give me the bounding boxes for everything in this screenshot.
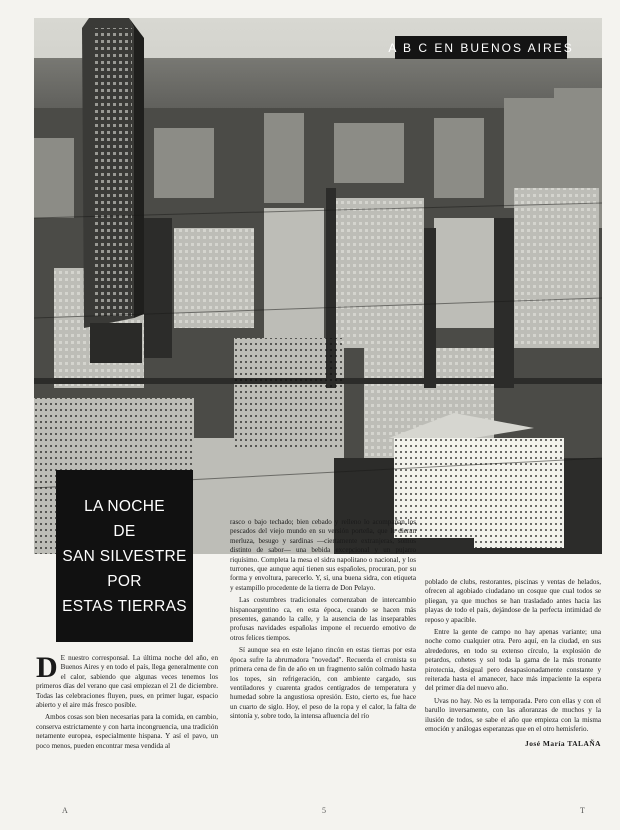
page-number: 5: [322, 806, 326, 815]
title-line: ESTAS TIERRAS: [62, 597, 187, 615]
author-name: José María TALAÑA: [525, 738, 601, 748]
paragraph: [36, 651, 218, 710]
title-line: POR: [107, 572, 142, 590]
article-title: [56, 470, 193, 642]
section-tag: A B C EN BUENOS AIRES: [395, 36, 567, 59]
title-line: LA NOCHE: [84, 497, 165, 515]
paragraph: Las costumbres tradicionales comenzaban de intercambio hispanoargentino ca, en esta época, cuando se hacen más presentes, ganando la calle, y la ausencia de las inseparables profusas navidades españolas impone el recuerdo emotivo de otros felices tiempos.: [230, 596, 416, 642]
paragraph: poblado de clubs, restorantes, piscinas y ventas de helados, ofrecen al agobiado ciudadano un cosque que cual todos se pliegan, ya que muchos se han trasladado antes hacia las playas de todo el país, dejándose de la perfecta intimidad de reposo y apacible.: [425, 578, 601, 624]
author-signature: [425, 739, 601, 748]
paragraph: Sí aunque sea en este lejano rincón en estas tierras por esta época sufre la abrumadora "novedad". Recuerda el cronista su primera cena de fin de año en un fragmento salón colmado hasta los topes, sin refrigeración, con ambiente cargado, sus ventiladores y cuarenta grados centígrados de temperatura y humedad sobre la angustiosa opresión. Esto, cierto es, fue hace un cuarto de siglo. Hoy, el peso de la ropa y el calor, la falta de sintonía y, sobre todo, la intensa afluencia del río: [230, 646, 416, 721]
paragraph: Entre la gente de campo no hay apenas variante; una noche como cualquier otra. Pero aquí, en la ciudad, en sus alrededores, en todo su extenso círculo, la explosión de petardos, cohetes y sol toda la gama de la más tronante pirotecnia, desigual pero desapasionadamente constante y reiterada hasta el amanecer, hace más impaciente la espera del primer día del nuevo año.: [425, 628, 601, 693]
title-line: DE: [113, 522, 136, 540]
title-line: SAN SILVESTRE: [62, 547, 187, 565]
paragraph: Ambos cosas son bien necesarias para la comida, en cambio, conserva estrictamente y con harta incongruencia, una tradición netamente europea, especialmente hispana. Y así el pavo, un poco menos, pueden encontrar mesa vendida al: [36, 713, 218, 750]
paragraph: rasco o bajo techado; bien cebado y relleno lo acompañan los pescados del viejo mundo en su versión porteña, que le dieran merluza, besugo y sardinas —ciertamente extranjeras, somos distinto de sabor— una bebida excepcional y un pujarro riquísimo. Completa la mesa el sidra napolitano o nacional, y los turrones, que aunque aquí tienen sus españoles, procuran, por su forma y envoltura, parecerlo. Y, sí, una buena sidra, con etiqueta y estampillo procedente de la tierra de Don Pelayo.: [230, 518, 416, 592]
paragraph-text: E nuestro corresponsal. La última noche del año, en Buenos Aires y en todo el país, llega generalmente con el calor, sabiendo que algunas veces tenemos los primeros días del verano que casi empiezan el 21 de diciembre. Todas las celebraciones fluyen, pues, en primer lugar, espacio abierto y el aire más fresco posible.: [36, 654, 218, 710]
article-column-1: [36, 651, 218, 754]
article-column-3: [425, 578, 601, 748]
folio-right: T: [580, 806, 585, 815]
article-column-2: [230, 518, 416, 725]
folio-left: A: [62, 806, 68, 815]
dropcap: D: [36, 651, 58, 684]
paragraph: Uvas no hay. No es la temporada. Pero con ellas y con el barullo inversamente, con las añoranzas de muchos y la ilusión de todos, se sabe el año que empieza con la misma emoción y análogas esperanzas que en el otro hemisferio.: [425, 696, 601, 734]
